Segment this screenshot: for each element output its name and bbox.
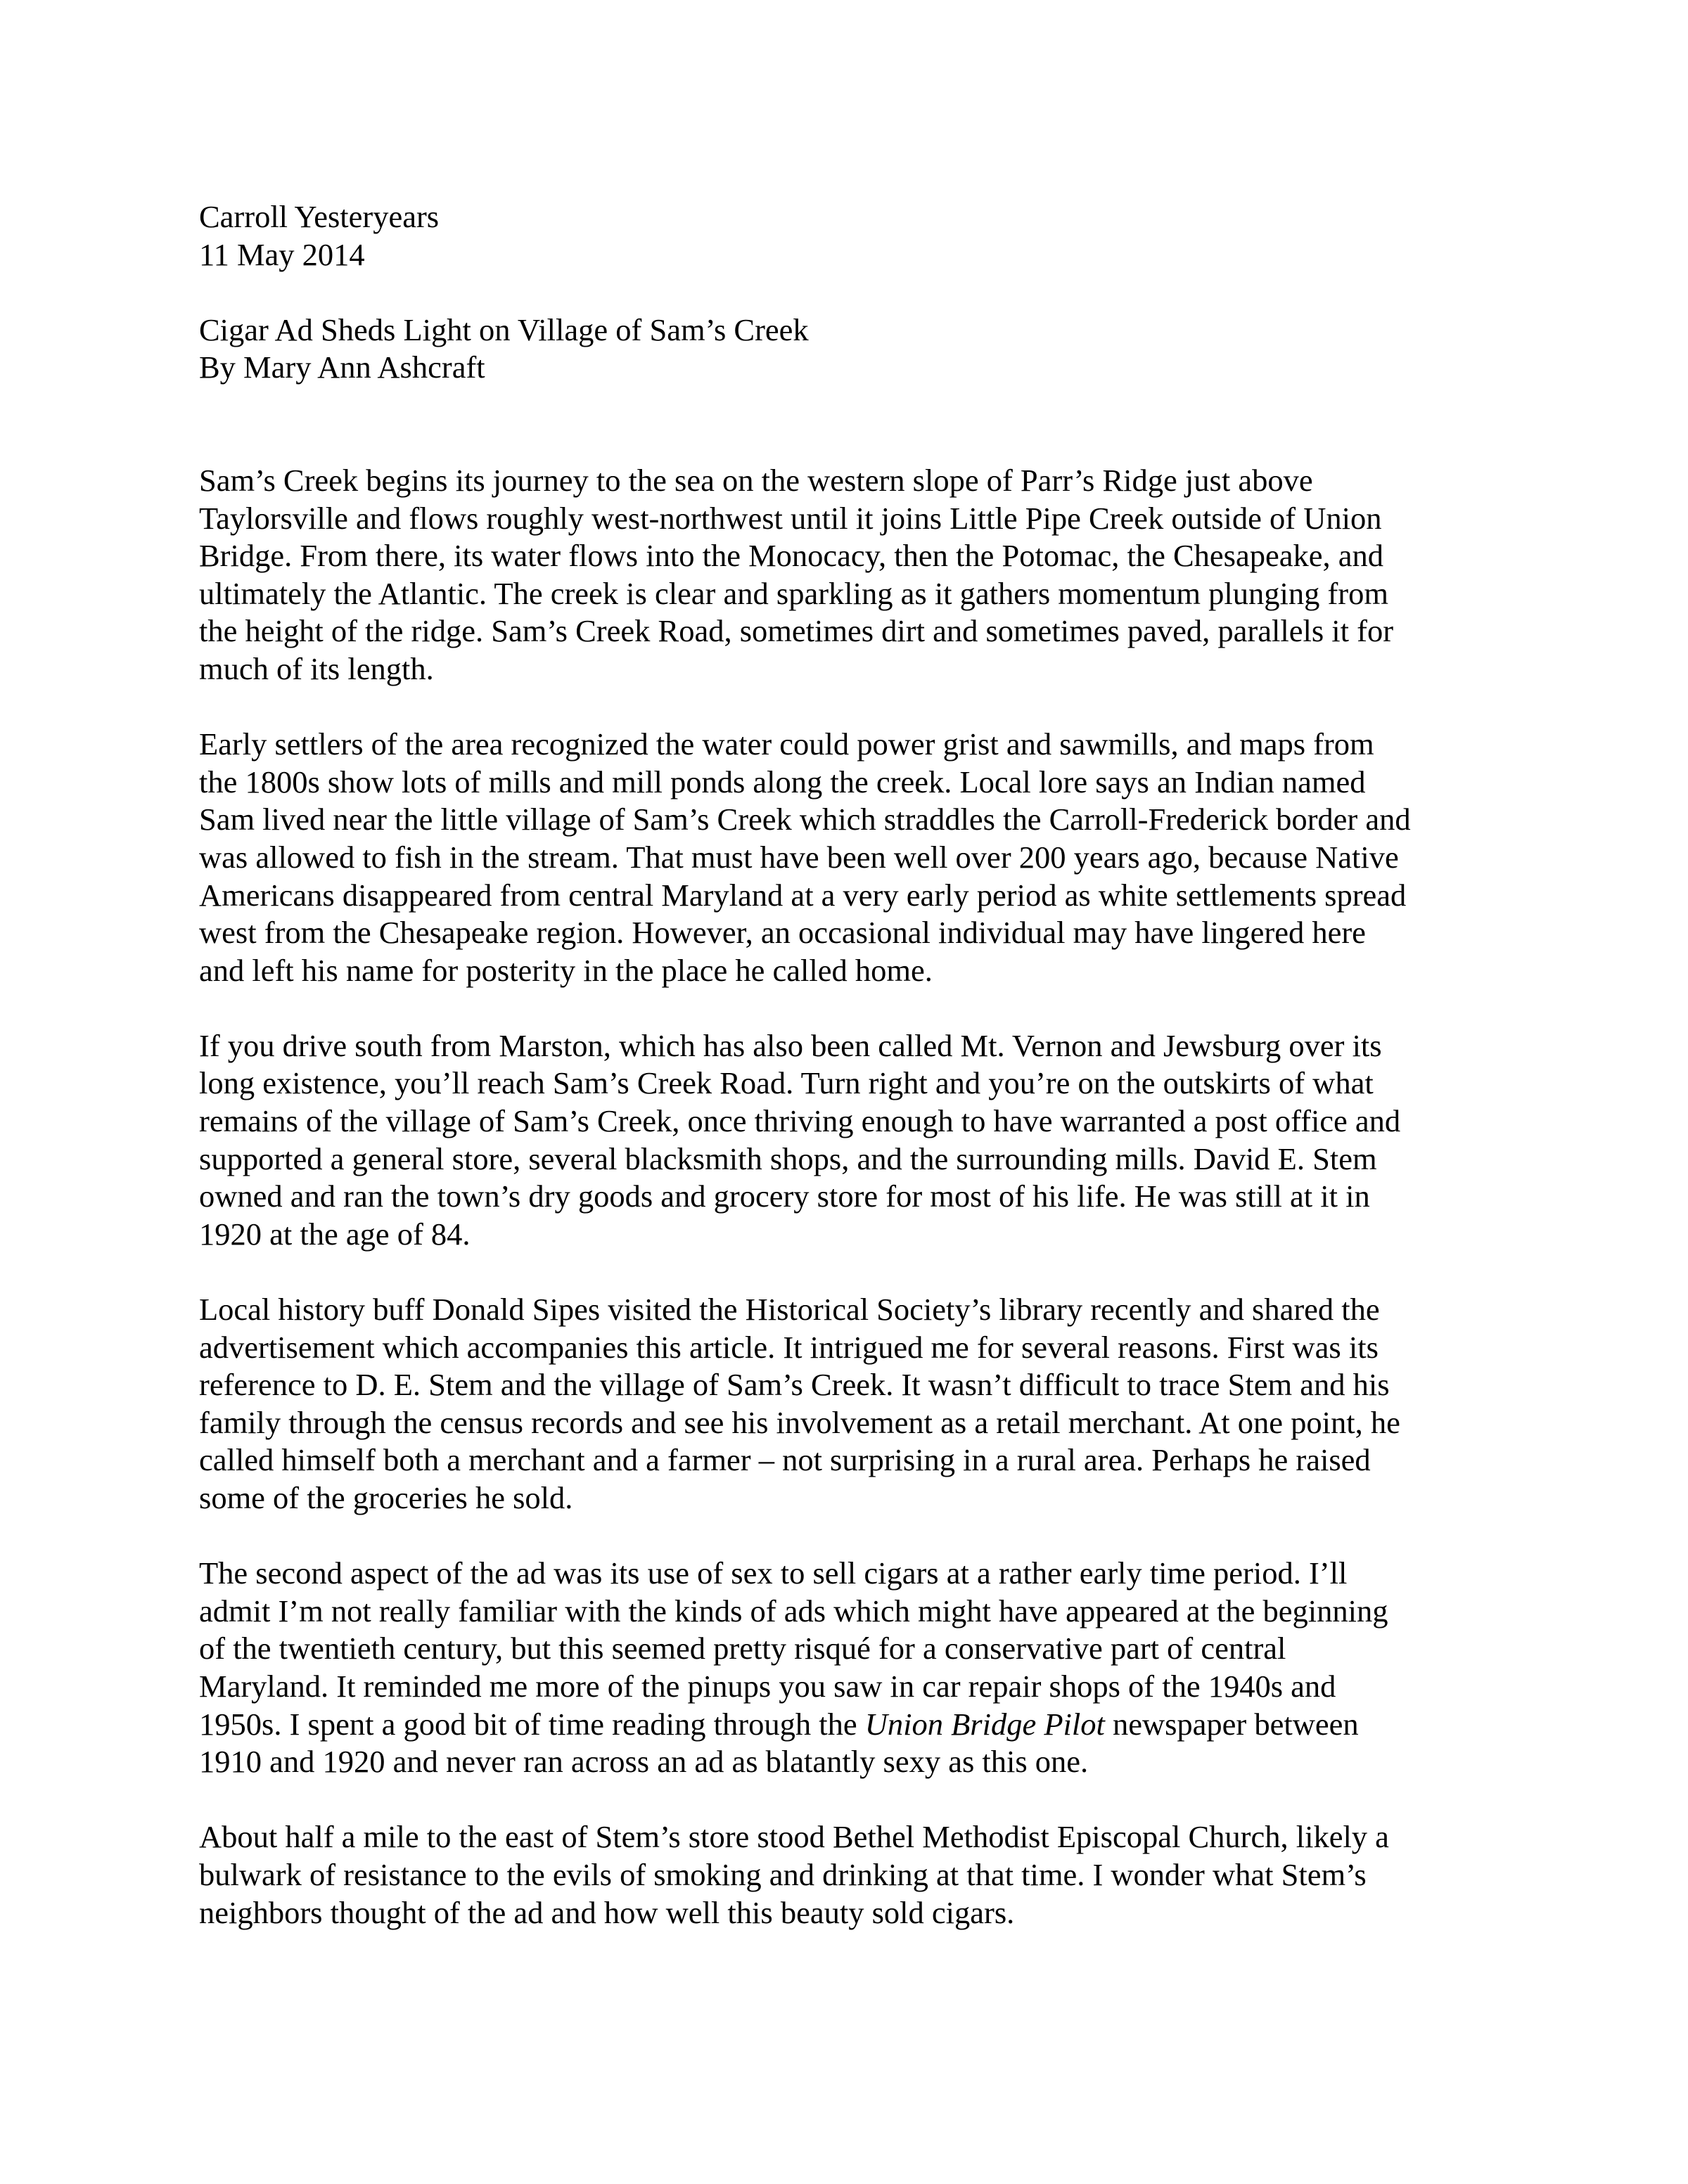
line-text: newspaper between [1104, 1706, 1359, 1742]
paragraph-1 [199, 462, 1490, 688]
spacer [199, 1781, 1490, 1819]
paragraph-line: Bridge. From there, its water flows into the Monocacy, then the Potomac, the Chesapeake, and [199, 538, 1383, 574]
paragraph-line: advertisement which accompanies this article. It intrigued me for several reasons. First was its [199, 1329, 1379, 1365]
paragraph-line: long existence, you’ll reach Sam’s Creek Road. Turn right and you’re on the outskirts of what [199, 1065, 1374, 1101]
paragraph-line: Local history buff Donald Sipes visited the Historical Society’s library recently and shared the [199, 1292, 1380, 1328]
paragraph-line: 1920 at the age of 84. [199, 1216, 471, 1252]
paragraph-line: called himself both a merchant and a farmer – not surprising in a rural area. Perhaps he raised [199, 1442, 1371, 1478]
spacer [199, 688, 1490, 726]
document-header [199, 198, 1490, 274]
paragraph-line-with-italic [199, 1706, 1490, 1744]
paragraph-5 [199, 1555, 1490, 1781]
paragraph-line: About half a mile to the east of Stem’s store stood Bethel Methodist Episcopal Church, likely a [199, 1819, 1389, 1855]
spacer [199, 387, 1490, 462]
publication-name: Carroll Yesteryears [199, 199, 440, 234]
paragraph-line: much of its length. [199, 650, 434, 686]
paragraph-2 [199, 726, 1490, 989]
paragraph-line: The second aspect of the ad was its use of sex to sell cigars at a rather early time period. I’ll [199, 1555, 1348, 1591]
paragraph-line: ultimately the Atlantic. The creek is clear and sparkling as it gathers momentum plunging from [199, 575, 1388, 611]
paragraph-line: Sam lived near the little village of Sam’s Creek which straddles the Carroll-Frederick border and [199, 802, 1411, 837]
paragraph-line: bulwark of resistance to the evils of smoking and drinking at that time. I wonder what Stem’s [199, 1856, 1367, 1892]
paragraph-line: the height of the ridge. Sam’s Creek Road, sometimes dirt and sometimes paved, parallels it for [199, 613, 1394, 649]
paragraph-4 [199, 1291, 1490, 1517]
line-text: 1950s. I spent a good bit of time reading through the [199, 1706, 865, 1742]
paragraph-line: remains of the village of Sam’s Creek, once thriving enough to have warranted a post office and [199, 1103, 1401, 1139]
paragraph-line: admit I’m not really familiar with the kinds of ads which might have appeared at the beginning [199, 1593, 1388, 1629]
paragraph-line: reference to D. E. Stem and the village of Sam’s Creek. It wasn’t difficult to trace Stem and his [199, 1367, 1390, 1403]
paragraph-line: was allowed to fish in the stream. That must have been well over 200 years ago, because Native [199, 839, 1399, 875]
paragraph-line: If you drive south from Marston, which has also been called Mt. Vernon and Jewsburg over its [199, 1027, 1382, 1063]
paragraph-line: Taylorsville and flows roughly west-northwest until it joins Little Pipe Creek outside of Union [199, 500, 1382, 536]
paragraph-line: owned and ran the town’s dry goods and grocery store for most of his life. He was still at it in [199, 1178, 1370, 1214]
paragraph-line: Americans disappeared from central Maryland at a very early period as white settlements spread [199, 877, 1407, 913]
paragraph-line: of the twentieth century, but this seemed pretty risqué for a conservative part of central [199, 1631, 1286, 1666]
paragraph-line: some of the groceries he sold. [199, 1480, 573, 1515]
article-title: Cigar Ad Sheds Light on Village of Sam’s Creek [199, 311, 809, 347]
paragraph-line: and left his name for posterity in the place he called home. [199, 952, 933, 988]
paragraph-3 [199, 1027, 1490, 1254]
article-byline: By Mary Ann Ashcraft [199, 349, 485, 385]
publication-date: 11 May 2014 [199, 236, 365, 272]
paragraph-line: Sam’s Creek begins its journey to the sea on the western slope of Parr’s Ridge just above [199, 462, 1313, 498]
spacer [199, 1253, 1490, 1291]
article-heading [199, 311, 1490, 387]
paragraph-line: supported a general store, several blacksmith shops, and the surrounding mills. David E. Stem [199, 1141, 1377, 1176]
paragraph-6 [199, 1818, 1490, 1932]
paragraph-line: 1910 and 1920 and never ran across an ad as blatantly sexy as this one. [199, 1744, 1089, 1780]
document-content [199, 198, 1490, 1932]
paragraph-line: Maryland. It reminded me more of the pinups you saw in car repair shops of the 1940s and [199, 1668, 1336, 1704]
newspaper-title: Union Bridge Pilot [864, 1706, 1105, 1742]
paragraph-line: the 1800s show lots of mills and mill ponds along the creek. Local lore says an Indian named [199, 764, 1366, 799]
spacer [199, 274, 1490, 311]
spacer [199, 989, 1490, 1027]
spacer [199, 1517, 1490, 1555]
paragraph-line: family through the census records and see his involvement as a retail merchant. At one point, he [199, 1404, 1400, 1440]
paragraph-line: Early settlers of the area recognized the water could power grist and sawmills, and maps from [199, 726, 1374, 762]
paragraph-line: west from the Chesapeake region. However, an occasional individual may have lingered here [199, 915, 1366, 951]
paragraph-line: neighbors thought of the ad and how well this beauty sold cigars. [199, 1894, 1015, 1930]
